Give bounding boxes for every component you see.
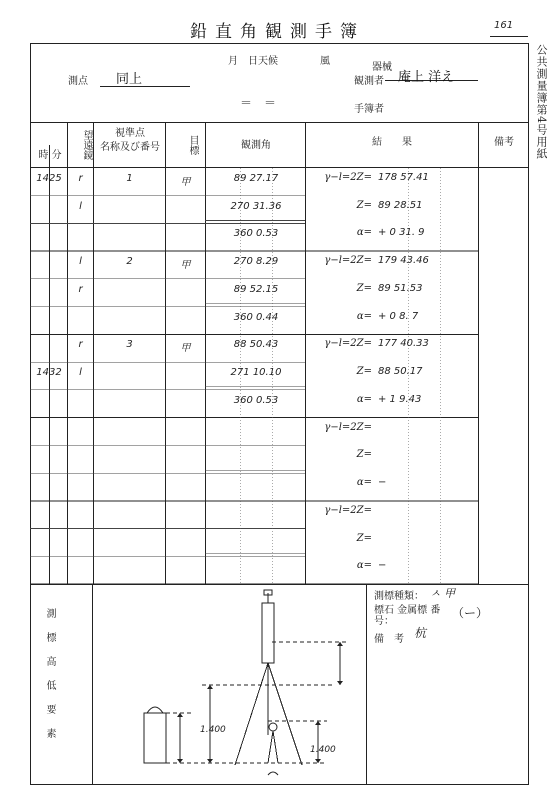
result-value: − bbox=[378, 477, 387, 489]
col-remarks: 備考 bbox=[494, 137, 514, 148]
marker-label: 標石 金属標 番号： bbox=[374, 605, 441, 627]
recorder-label: 手簿者 bbox=[354, 104, 384, 115]
sighting-point-cell: 3 bbox=[126, 339, 133, 351]
formula-label: Z= bbox=[356, 449, 372, 461]
station-value: 同上 bbox=[116, 72, 143, 87]
telescope-cell: r bbox=[78, 283, 83, 295]
result-value: + 0 8. 7 bbox=[378, 310, 419, 322]
form-number-label: 公共測量簿第4号用紙 bbox=[535, 44, 548, 160]
date-weather-label: 月 日天候 bbox=[228, 56, 278, 67]
telescope-cell: l bbox=[79, 200, 82, 212]
height-right: 1.400 bbox=[310, 745, 336, 755]
col-time: 時 分 bbox=[38, 150, 62, 161]
col-telescope: 望遠鏡 bbox=[81, 130, 92, 160]
formula-label: α= bbox=[356, 227, 372, 239]
target-cell: 甲 bbox=[180, 177, 191, 188]
telescope-cell: r bbox=[78, 339, 83, 351]
remarks-value: 杭 bbox=[414, 626, 427, 640]
telescope-cell: r bbox=[78, 173, 83, 184]
result-value: + 0 31. 9 bbox=[378, 227, 425, 239]
observer-value: 庵上 洋え bbox=[398, 70, 455, 85]
telescope-cell: l bbox=[79, 256, 82, 268]
result-value: − bbox=[378, 560, 387, 572]
observed-angle-cell: 360 0.53 bbox=[233, 394, 279, 406]
formula-label: α= bbox=[356, 477, 372, 489]
target-type-label: 測標種類： bbox=[374, 591, 424, 602]
page-title: 鉛直角観測手簿 bbox=[190, 22, 365, 42]
target-cell: 甲 bbox=[180, 343, 191, 355]
observer-label: 観測者 bbox=[354, 76, 384, 87]
result-value: 177 40.33 bbox=[378, 338, 429, 350]
time-cell: 1432 bbox=[36, 367, 62, 379]
marker-value: （ー） bbox=[452, 606, 489, 620]
observed-angle-cell: 89 52.15 bbox=[233, 283, 279, 295]
col-target: 目標 bbox=[187, 135, 198, 155]
ditto-marks: ＝ ＝ bbox=[240, 96, 277, 110]
telescope-cell: l bbox=[79, 367, 82, 379]
instrument-label: 器械 bbox=[372, 62, 392, 73]
time-cell: 1425 bbox=[36, 173, 62, 184]
remarks-label: 備 考 bbox=[374, 634, 404, 645]
formula-label: γ−l=2Z= bbox=[324, 255, 372, 267]
height-left: 1.400 bbox=[200, 725, 226, 735]
col-observed-angle: 観測角 bbox=[241, 140, 271, 151]
result-value: 89 28.51 bbox=[378, 199, 423, 211]
observed-angle-cell: 89 27.17 bbox=[233, 173, 279, 184]
formula-label: α= bbox=[356, 560, 372, 572]
observed-angle-cell: 88 50.43 bbox=[233, 339, 279, 351]
observed-angle-cell: 271 10.10 bbox=[230, 367, 282, 379]
result-value: + 1 9.43 bbox=[378, 393, 422, 405]
formula-label: γ−l=2Z= bbox=[324, 421, 372, 433]
elevation-elements-label: 測標高低要素 bbox=[44, 608, 55, 752]
formula-label: γ−l=2Z= bbox=[324, 338, 372, 350]
col-sighting-point: 視準点 bbox=[115, 128, 145, 139]
observed-angle-cell: 270 31.36 bbox=[230, 200, 282, 212]
station-label: 測点 bbox=[68, 76, 88, 87]
col-result: 結 果 bbox=[372, 137, 412, 148]
result-value: 88 50.17 bbox=[378, 366, 423, 378]
result-value: 179 43.46 bbox=[378, 255, 429, 267]
formula-label: α= bbox=[356, 393, 372, 405]
wind-label: 風 bbox=[320, 56, 330, 67]
target-type-value: ㅅ 甲 bbox=[430, 587, 456, 600]
formula-label: γ−l=2Z= bbox=[324, 172, 372, 183]
formula-label: Z= bbox=[356, 532, 372, 544]
sighting-point-cell: 1 bbox=[126, 173, 133, 184]
formula-label: α= bbox=[356, 310, 372, 322]
observed-angle-cell: 360 0.44 bbox=[233, 311, 279, 323]
formula-label: Z= bbox=[356, 366, 372, 378]
target-cell: 甲 bbox=[180, 260, 191, 272]
sighting-point-cell: 2 bbox=[126, 256, 133, 268]
result-value: 178 57.41 bbox=[378, 172, 429, 183]
page-number: 161 bbox=[494, 20, 514, 31]
col-sighting-sub: 名称及び番号 bbox=[100, 142, 160, 153]
result-value: 89 51.53 bbox=[378, 282, 423, 294]
observed-angle-cell: 360 0.53 bbox=[233, 228, 279, 240]
formula-label: γ−l=2Z= bbox=[324, 504, 372, 516]
observation-table bbox=[0, 168, 552, 584]
observed-angle-cell: 270 8.29 bbox=[233, 256, 279, 268]
formula-label: Z= bbox=[356, 199, 372, 211]
formula-label: Z= bbox=[356, 282, 372, 294]
